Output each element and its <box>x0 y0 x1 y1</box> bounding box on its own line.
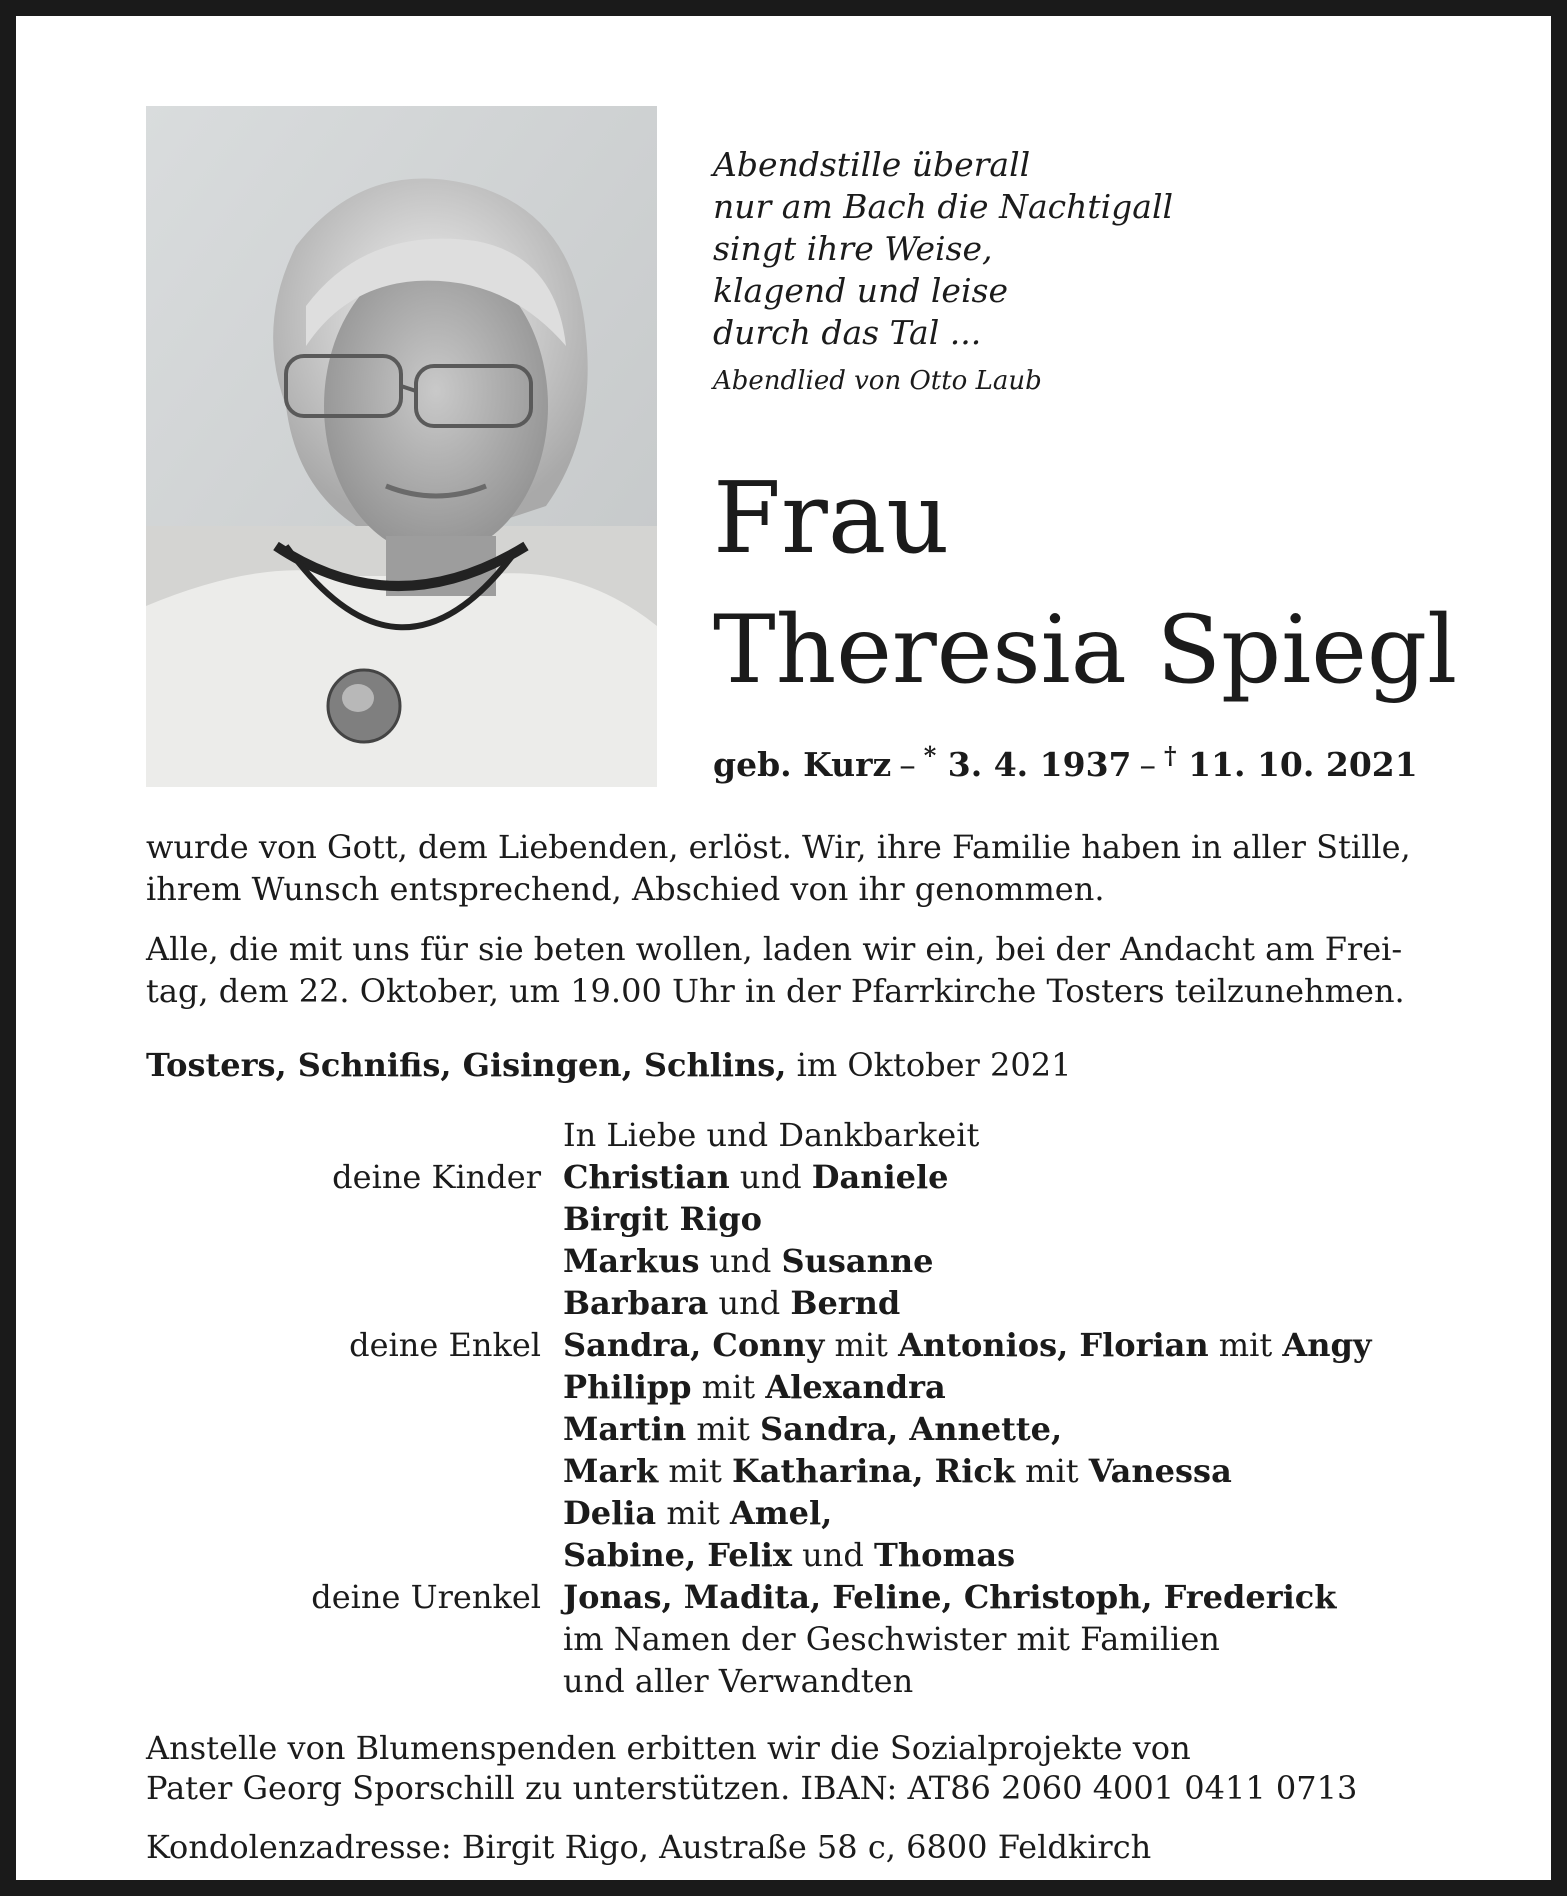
salutation: Frau <box>713 462 950 576</box>
deceased-name: Theresia Spiegl <box>713 596 1458 705</box>
signature-row <box>146 1114 1476 1156</box>
death-cross-icon: † <box>1164 741 1177 770</box>
role-label <box>146 1618 563 1660</box>
mourner-names <box>563 1450 1232 1492</box>
birth-date: 3. 4. 1937 <box>947 745 1132 784</box>
mourner-names <box>563 1240 934 1282</box>
role-label <box>146 1534 563 1576</box>
closing-line: und aller Verwandten <box>563 1662 914 1700</box>
mourner-name: Susanne <box>781 1242 934 1280</box>
mourner-name: Birgit Rigo <box>563 1200 762 1238</box>
poem-line: durch das Tal ... <box>713 313 982 352</box>
mourner-name: Delia <box>563 1494 657 1532</box>
mourner-name: Sandra, Conny <box>563 1326 825 1364</box>
connector: mit <box>668 1452 722 1490</box>
role-label <box>146 1450 563 1492</box>
role-label <box>146 1198 563 1240</box>
role-label <box>146 1240 563 1282</box>
poem-line: klagend und leise <box>713 271 1008 310</box>
death-date: 11. 10. 2021 <box>1188 745 1418 784</box>
role-label: deine Kinder <box>332 1158 541 1196</box>
mourner-names <box>563 1156 949 1198</box>
mourner-name: Bernd <box>790 1284 901 1322</box>
mourner-name: Barbara <box>563 1284 709 1322</box>
mourner-name: Christian <box>563 1158 730 1196</box>
connector: und <box>739 1158 802 1196</box>
mourner-name: Mark <box>563 1452 659 1490</box>
separator: – <box>1139 745 1156 784</box>
paragraph-line: Alle, die mit uns für sie beten wollen, laden wir ein, bei der Andacht am Frei- <box>146 930 1403 968</box>
role-label <box>146 1114 563 1156</box>
donation-line: Pater Georg Sporschill zu unterstützen. IBAN: AT86 2060 4001 0411 0713 <box>146 1769 1358 1807</box>
mourner-name: Martin <box>563 1410 687 1448</box>
connector: mit <box>701 1368 756 1406</box>
mourner-name: Katharina, Rick <box>731 1452 1015 1490</box>
separator: – <box>899 745 916 784</box>
role-label <box>146 1408 563 1450</box>
role-label <box>146 1660 563 1702</box>
mourner-names <box>563 1366 946 1408</box>
signature-row <box>146 1492 1476 1534</box>
mourner-name: Daniele <box>811 1158 949 1196</box>
mourner-name: Alexandra <box>765 1368 946 1406</box>
place-names: Tosters, Schnifis, Gisingen, Schlins, <box>146 1046 787 1084</box>
signature-row <box>146 1282 1476 1324</box>
connector: mit <box>666 1494 720 1532</box>
connector: mit <box>1218 1326 1273 1364</box>
birth-star-icon: * <box>923 741 937 770</box>
mourner-name: Sabine, Felix <box>563 1536 792 1574</box>
connector: mit <box>834 1326 888 1364</box>
poem-source: Abendlied von Otto Laub <box>713 366 1042 396</box>
poem-line: singt ihre Weise, <box>713 229 993 268</box>
life-dates <box>713 741 1418 784</box>
signature-row <box>146 1618 1476 1660</box>
mourner-name: Angy <box>1282 1326 1372 1364</box>
signature-row <box>146 1450 1476 1492</box>
signature-row <box>146 1156 1476 1198</box>
signature-row <box>146 1198 1476 1240</box>
portrait-image <box>146 106 657 787</box>
role-label <box>146 1492 563 1534</box>
signature-row <box>146 1240 1476 1282</box>
signature-row <box>146 1576 1476 1618</box>
role-label <box>146 1366 563 1408</box>
poem <box>713 144 1173 354</box>
signature-row <box>146 1408 1476 1450</box>
role-label: deine Urenkel <box>311 1578 541 1616</box>
paragraph-line: ihrem Wunsch entsprechend, Abschied von ihr genommen. <box>146 870 1105 908</box>
mourner-name: Sandra, Annette, <box>760 1410 1063 1448</box>
poem-line: Abendstille überall <box>713 145 1031 184</box>
paragraph-line: tag, dem 22. Oktober, um 19.00 Uhr in der Pfarrkirche Tosters teilzunehmen. <box>146 972 1405 1010</box>
mourner-name: Vanessa <box>1088 1452 1232 1490</box>
mourner-names <box>563 1282 900 1324</box>
signature-row <box>146 1366 1476 1408</box>
connector: und <box>718 1284 781 1322</box>
mourner-name: Amel, <box>729 1494 833 1532</box>
connector: mit <box>696 1410 750 1448</box>
portrait-photo <box>146 106 657 787</box>
signature-row <box>146 1660 1476 1702</box>
mourner-name: Markus <box>563 1242 700 1280</box>
invitation-paragraph <box>146 928 1466 1012</box>
mourner-names <box>563 1324 1371 1366</box>
place-and-date <box>146 1046 1071 1084</box>
closing-line: im Namen der Geschwister mit Familien <box>563 1620 1220 1658</box>
connector: mit <box>1025 1452 1079 1490</box>
paragraph-line: wurde von Gott, dem Liebenden, erlöst. Wir, ihre Familie haben in aller Stille, <box>146 828 1411 866</box>
mourner-names <box>563 1198 762 1240</box>
opening-line: In Liebe und Dankbarkeit <box>563 1116 980 1154</box>
maiden-name: geb. Kurz <box>713 745 892 784</box>
donation-note <box>146 1728 1476 1808</box>
mourner-name: Thomas <box>874 1536 1016 1574</box>
signature-row <box>146 1324 1476 1366</box>
mourner-name: Antonios, Florian <box>898 1326 1209 1364</box>
role-label <box>146 1282 563 1324</box>
mourner-names <box>563 1408 1062 1450</box>
mourner-name: Jonas, Madita, Feline, Christoph, Frederick <box>563 1578 1337 1616</box>
connector: und <box>802 1536 864 1574</box>
mourner-names <box>563 1534 1015 1576</box>
role-label: deine Enkel <box>349 1326 541 1364</box>
announcement-paragraph <box>146 826 1466 910</box>
mourners-list <box>146 1114 1476 1702</box>
donation-line: Anstelle von Blumenspenden erbitten wir die Sozialprojekte von <box>146 1729 1191 1767</box>
date-line: im Oktober 2021 <box>796 1046 1072 1084</box>
poem-line: nur am Bach die Nachtigall <box>713 187 1174 226</box>
mourner-names <box>563 1492 832 1534</box>
mourner-names <box>563 1576 1336 1618</box>
connector: und <box>709 1242 772 1280</box>
signature-row <box>146 1534 1476 1576</box>
mourner-name: Philipp <box>563 1368 692 1406</box>
condolence-address: Kondolenzadresse: Birgit Rigo, Austraße 58 c, 6800 Feldkirch <box>146 1828 1152 1866</box>
